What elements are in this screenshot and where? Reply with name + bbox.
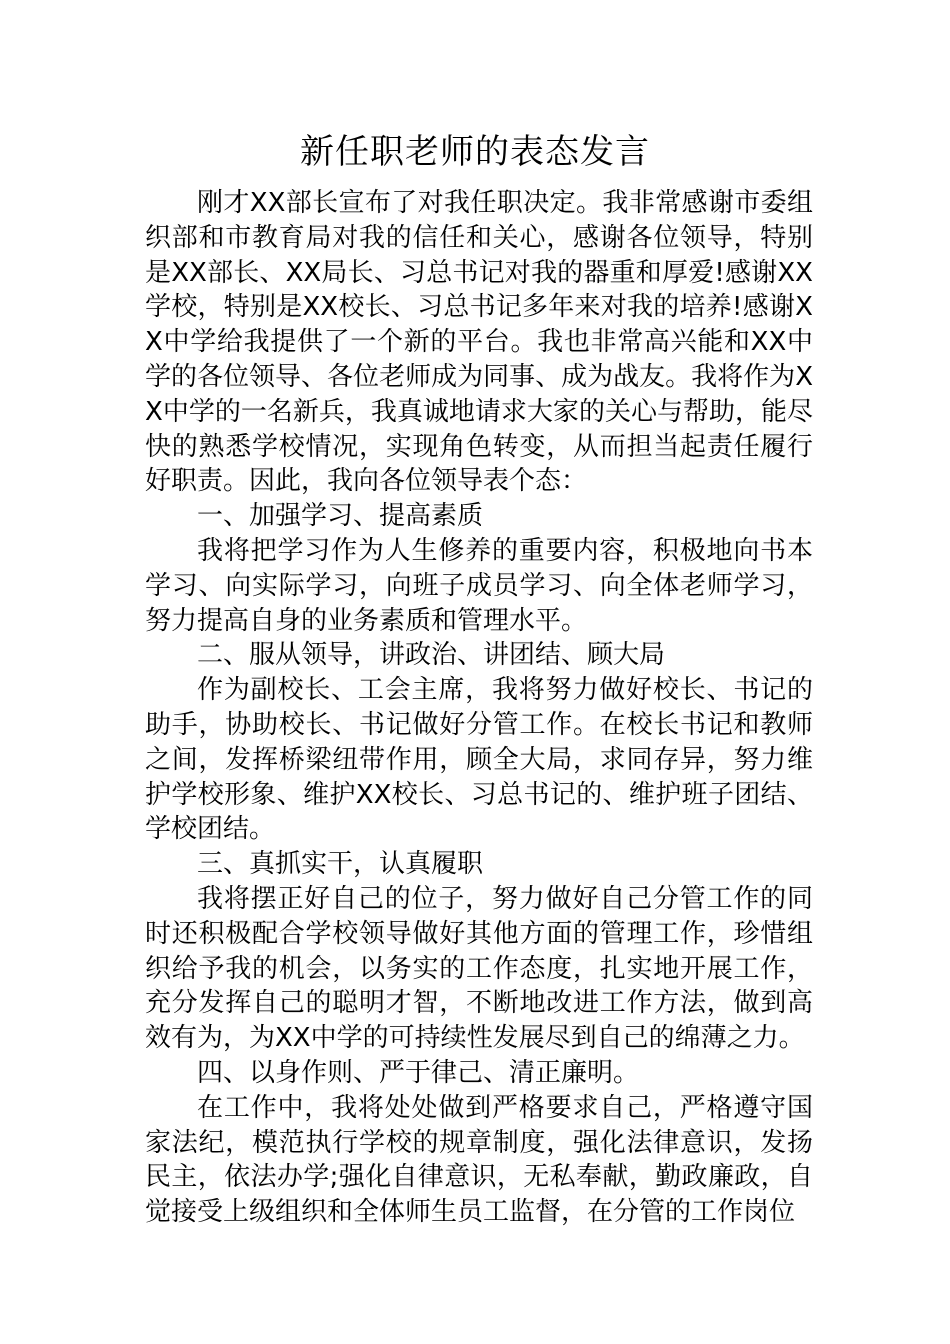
- section-heading-1: 一、加强学习、提高素质: [197, 501, 484, 532]
- document-body: [145, 186, 813, 1230]
- section-heading-3: 三、真抓实干，认真履职: [197, 849, 484, 880]
- section-heading-2: 二、服从领导，讲政治、讲团结、顾大局: [197, 640, 666, 671]
- section-heading-4: 四、以身作则、严于律己、清正廉明。: [197, 1057, 640, 1088]
- paragraph-section-3: 我将摆正好自己的位子，努力做好自己分管工作的同时还积极配合学校领导做好其他方面的管理工作，珍惜组织给予我的机会，以务实的工作态度，扎实地开展工作，充分发挥自己的聪明才智，不断地改进工作方法，做到高效有为，为XX中学的可持续性发展尽到自己的绵薄之力。: [145, 883, 813, 1054]
- paragraph-intro: 刚才XX部长宣布了对我任职决定。我非常感谢市委组织部和市教育局对我的信任和关心，感谢各位领导，特别是XX部长、XX局长、习总书记对我的器重和厚爱!感谢XX学校，特别是XX校长、习总书记多年来对我的培养!感谢XX中学给我提供了一个新的平台。我也非常高兴能和XX中学的各位领导、各位老师成为同事、成为战友。我将作为XX中学的一名新兵，我真诚地请求大家的关心与帮助，能尽快的熟悉学校情况，实现角色转变，从而担当起责任履行好职责。因此，我向各位领导表个态：: [145, 188, 813, 497]
- paragraph-section-2: 作为副校长、工会主席，我将努力做好校长、书记的助手，协助校长、书记做好分管工作。在校长书记和教师之间，发挥桥梁纽带作用，顾全大局，求同存异，努力维护学校形象、维护XX校长、习总书记的、维护班子团结、学校团结。: [145, 675, 813, 845]
- paragraph-section-4: 在工作中，我将处处做到严格要求自己，严格遵守国家法纪，模范执行学校的规章制度，强化法律意识，发扬民主，依法办学;强化自律意识，无私奉献，勤政廉政，自觉接受上级组织和全体师生员工监督，在分管的工作岗位: [145, 1092, 813, 1228]
- paragraph-section-1: 我将把学习作为人生修养的重要内容，积极地向书本学习、向实际学习，向班子成员学习、向全体老师学习，努力提高自身的业务素质和管理水平。: [145, 535, 813, 636]
- document-title: 新任职老师的表态发言: [300, 132, 650, 172]
